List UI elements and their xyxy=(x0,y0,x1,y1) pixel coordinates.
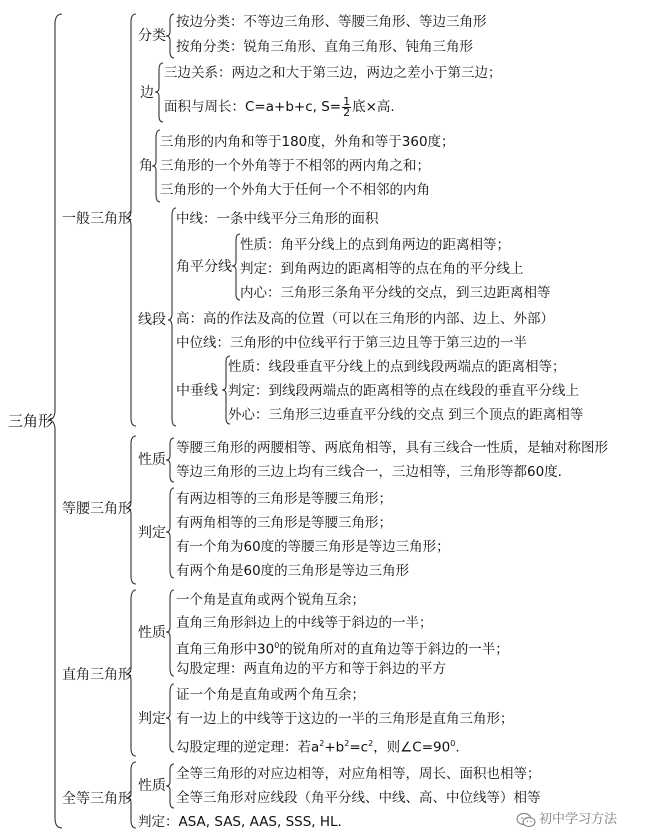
deg-sup: 0 xyxy=(450,739,456,748)
midline-item: 中位线：三角形的中位线平行于第三边且等于第三边的一半 xyxy=(176,335,527,351)
perp-bisector-label: 中垂线 xyxy=(176,383,218,399)
cong-prop-label: 性质 xyxy=(138,778,166,794)
brace-right-prop xyxy=(166,590,174,676)
bisector-label: 角平分线 xyxy=(176,259,232,275)
right-prop-pythagoras: 勾股定理：两直角边的平方和等于斜边的平方 xyxy=(176,661,446,677)
circumcenter-item: 外心：三角形三边垂直平分线的交点 到三个顶点的距离相等 xyxy=(228,407,584,423)
thirty-prefix: 直角三角形中30 xyxy=(176,641,275,658)
iso-prop-label: 性质 xyxy=(138,452,166,468)
converse-prefix: 勾股定理的逆定理：若a xyxy=(176,739,320,756)
right-judge-item-2: 有一边上的中线等于这边的一半的三角形是直角三角形； xyxy=(176,711,514,727)
iso-judge-item-1: 有两边相等的三角形是等腰三角形； xyxy=(176,491,392,507)
watermark-text: 初中学习方法 xyxy=(539,812,618,827)
degree-sup: 0 xyxy=(274,641,280,650)
brace-iso-prop xyxy=(166,438,174,482)
iso-judge-label: 判定 xyxy=(138,525,166,541)
perp-property: 性质：线段垂直平分线上的点到线段两端点的距离相等； xyxy=(228,359,566,375)
incenter-item: 内心：三角形三条角平分线的交点，到三边距离相等 xyxy=(240,285,551,301)
angle-item-1: 三角形的内角和等于180度，外角和等于360度； xyxy=(160,134,455,150)
classify-label: 分类 xyxy=(138,28,166,44)
area-prefix: 面积与周长：C=a+b+c, S= xyxy=(164,99,342,115)
brace-side xyxy=(155,63,163,122)
congruent-label: 全等三角形 xyxy=(62,791,132,807)
sq-c: 2 xyxy=(368,739,374,748)
plus-b: +b xyxy=(324,739,345,756)
root-label: 三角形 xyxy=(8,412,54,430)
fraction-denominator: 2 xyxy=(343,105,351,119)
classify-by-side: 按边分类：不等边三角形、等腰三角形、等边三角形 xyxy=(176,14,487,30)
right-prop-item-2: 直角三角形斜边上的中线等于斜边的一半； xyxy=(176,615,433,631)
right-judge-item-1: 证一个角是直角或两个角互余； xyxy=(176,687,365,703)
brace-right-judge xyxy=(166,684,174,752)
area-suffix: 底×高. xyxy=(352,99,395,115)
wechat-icon xyxy=(516,812,536,828)
brace-angle xyxy=(152,130,160,202)
thirty-suffix: 的锐角所对的直角边等于斜边的一半； xyxy=(279,641,509,658)
segment-label: 线段 xyxy=(138,312,166,328)
side-relation: 三边关系：两边之和大于第三边，两边之差小于第三边； xyxy=(164,65,502,81)
area-fraction xyxy=(342,94,351,119)
right-prop-label: 性质 xyxy=(138,625,166,641)
sq-b: 2 xyxy=(344,739,350,748)
height-item: 高：高的作法及高的位置（可以在三角形的内部、边上、外部） xyxy=(176,311,554,327)
general-label: 一般三角形 xyxy=(62,211,132,227)
median-item: 中线：一条中线平分三角形的面积 xyxy=(176,211,379,227)
perp-judgement: 判定：到线段两端点的距离相等的点在线段的垂直平分线上 xyxy=(228,383,579,399)
right-judge-label: 判定 xyxy=(138,711,166,727)
area-perimeter xyxy=(164,95,395,119)
isosceles-label: 等腰三角形 xyxy=(62,501,132,517)
brace-bisector xyxy=(232,234,240,300)
right-label: 直角三角形 xyxy=(62,667,132,683)
period: . xyxy=(455,739,460,756)
brace-iso-judge xyxy=(166,488,174,578)
brace-segment xyxy=(168,208,176,426)
right-prop-item-1: 一个角是直角或两个锐角互余； xyxy=(176,592,365,608)
converse-suffix: ，则∠C=90 xyxy=(373,739,451,756)
angle-item-3: 三角形的一个外角大于任何一个不相邻的内角 xyxy=(160,182,430,198)
side-label: 边 xyxy=(140,85,154,101)
fraction-numerator: 1 xyxy=(343,94,351,108)
iso-judge-item-4: 有两个角是60度的三角形是等边三角形 xyxy=(176,563,410,579)
iso-judge-item-2: 有两角相等的三角形是等腰三角形； xyxy=(176,515,392,531)
right-judge-converse xyxy=(176,735,460,757)
bisector-judgement: 判定：到角两边的距离相等的点在角的平分线上 xyxy=(240,261,524,277)
classify-by-angle: 按角分类：锐角三角形、直角三角形、钝角三角形 xyxy=(176,39,473,55)
angle-label: 角 xyxy=(139,158,153,174)
cong-prop-item-2: 全等三角形对应线段（角平分线、中线、高、中位线等）相等 xyxy=(176,790,541,806)
right-prop-item-3 xyxy=(176,637,509,659)
sq-a: 2 xyxy=(319,739,325,748)
angle-item-2: 三角形的一个外角等于不相邻的两内角之和； xyxy=(160,158,430,174)
iso-judge-item-3: 有一个角为60度的等腰三角形是等边三角形； xyxy=(176,539,450,555)
eq-c: =c xyxy=(349,739,369,756)
watermark xyxy=(516,808,617,828)
iso-prop-item-2: 等边三角形的三边上均有三线合一，三边相等，三角形等都60度. xyxy=(176,464,562,480)
brace-cong-prop xyxy=(166,764,174,808)
cong-judge: 判定：ASA, SAS, AAS, SSS, HL. xyxy=(138,814,342,830)
cong-prop-item-1: 全等三角形的对应边相等，对应角相等，周长、面积也相等； xyxy=(176,766,541,782)
brace-classify xyxy=(166,14,174,58)
bisector-property: 性质：角平分线上的点到角两边的距离相等； xyxy=(240,237,510,253)
iso-prop-item-1: 等腰三角形的两腰相等、两底角相等，具有三线合一性质，是轴对称图形 xyxy=(176,440,608,456)
